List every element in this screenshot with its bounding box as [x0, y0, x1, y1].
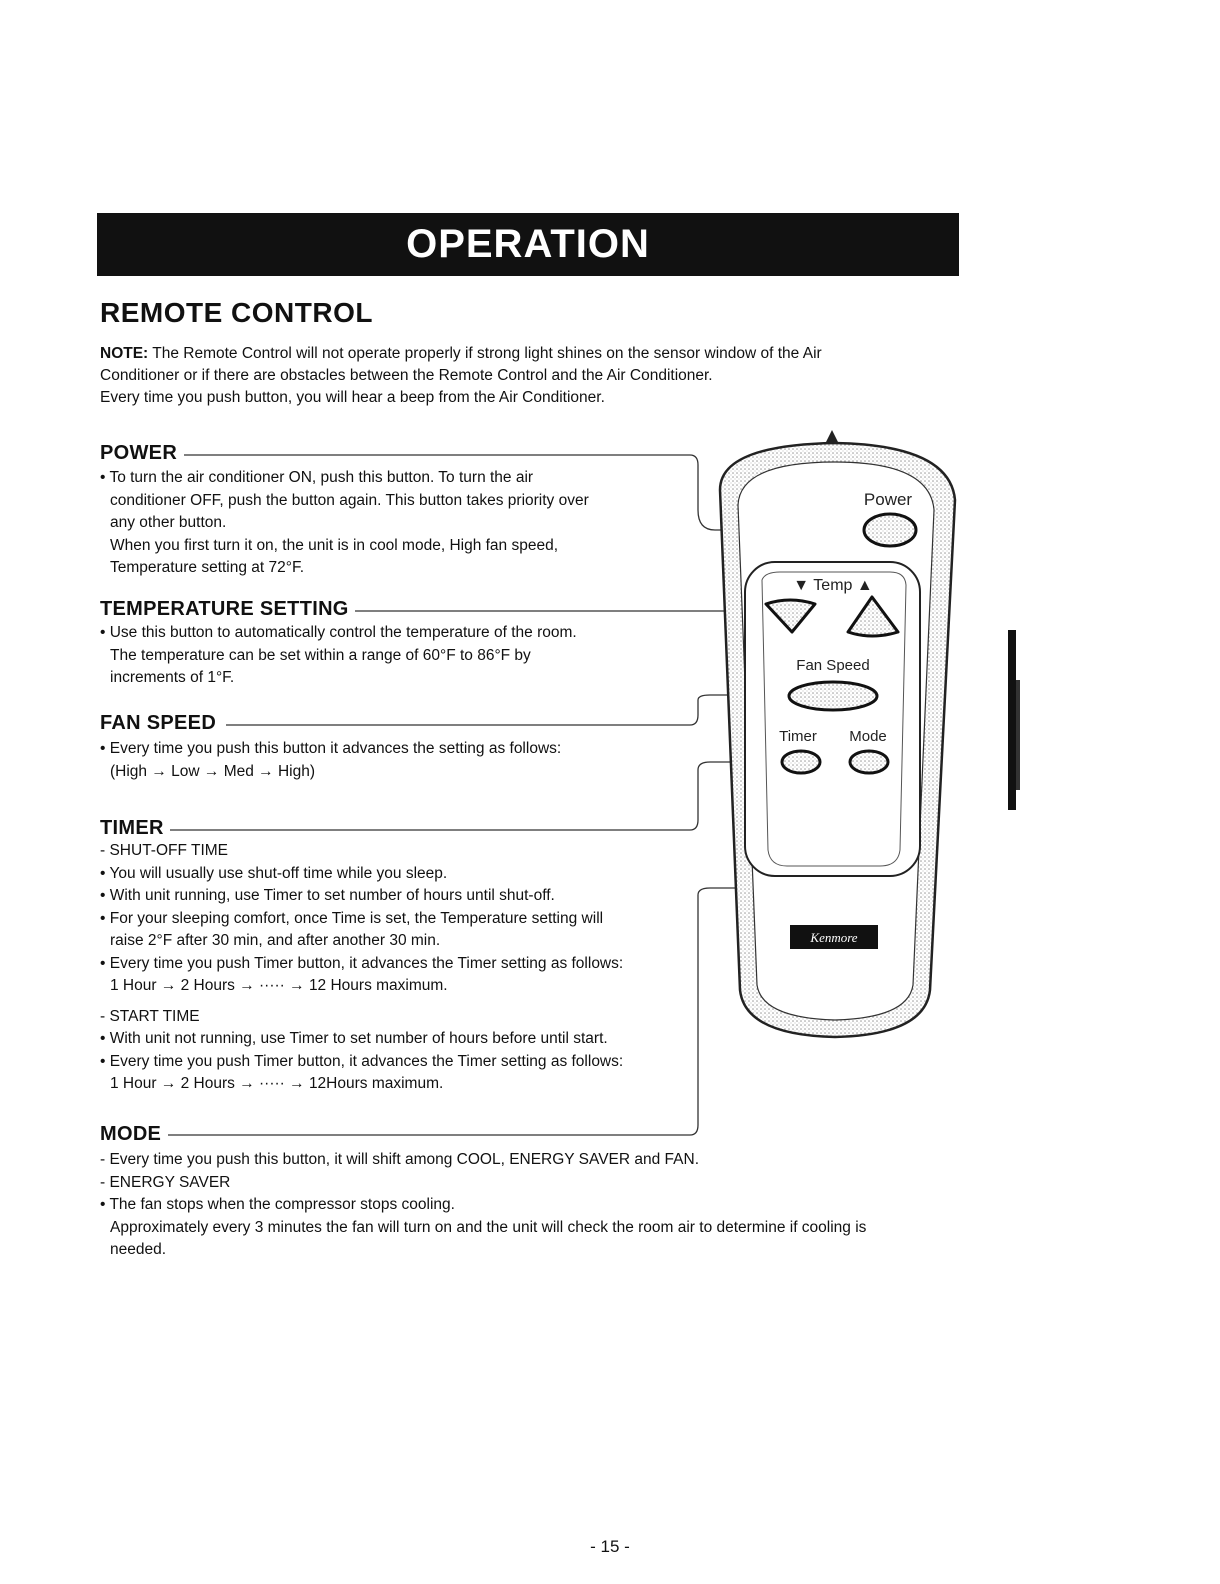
timer-leader — [170, 762, 800, 830]
fan-speed-button[interactable] — [789, 682, 877, 710]
shutoff-line: • Every time you push Timer button, it advances the Timer setting as follows: — [100, 954, 624, 972]
page-banner: OPERATION — [97, 213, 959, 276]
section-title: REMOTE CONTROL — [100, 297, 373, 328]
power-line: Temperature setting at 72°F. — [110, 559, 305, 576]
power-heading: POWER — [100, 442, 178, 464]
start-line: • With unit not running, use Timer to set number of hours before until start. — [100, 1030, 608, 1047]
temperature-line: The temperature can be set within a range of 60°F to 86°F by — [110, 646, 531, 664]
timer-button[interactable] — [782, 751, 820, 773]
mode-heading: MODE — [100, 1123, 162, 1145]
mode-line: needed. — [110, 1241, 167, 1258]
start-line: • Every time you push Timer button, it advances the Timer setting as follows: — [100, 1052, 624, 1070]
shutoff-line: • You will usually use shut-off time while you sleep. — [100, 864, 448, 882]
power-line: any other button. — [110, 514, 227, 531]
start-title: - START TIME — [100, 1007, 200, 1025]
mode-button[interactable] — [850, 751, 888, 773]
power-line: • To turn the air conditioner ON, push this button. To turn the air — [100, 469, 534, 486]
mode-line: - ENERGY SAVER — [100, 1173, 231, 1191]
power-button[interactable] — [864, 514, 916, 546]
fan-speed-heading: FAN SPEED — [100, 712, 217, 734]
page-number: - 15 - — [590, 1537, 630, 1556]
temperature-line: increments of 1°F. — [110, 669, 235, 686]
remote-power-label: Power — [863, 490, 913, 509]
start-line: 1 Hour → 2 Hours → ····· → 12Hours maximum. — [110, 1075, 444, 1092]
remote-timer-label: Timer — [779, 728, 817, 745]
fan-speed-line: • Every time you push this button it advances the setting as follows: — [100, 740, 562, 757]
shutoff-line: • For your sleeping comfort, once Time is set, the Temperature setting will — [100, 909, 604, 927]
mode-line: - Every time you push this button, it will shift among COOL, ENERGY SAVER and FAN. — [100, 1151, 699, 1168]
mode-line: • The fan stops when the compressor stops cooling. — [100, 1196, 455, 1213]
note-label: NOTE: — [100, 345, 149, 362]
power-line: conditioner OFF, push the button again. This button takes priority over — [110, 491, 589, 509]
shutoff-title: - SHUT-OFF TIME — [100, 842, 229, 859]
shutoff-line: • With unit running, use Timer to set number of hours until shut-off. — [100, 887, 555, 904]
margin-tab — [1008, 630, 1016, 810]
shutoff-line: raise 2°F after 30 min, and after another 30 min. — [110, 932, 441, 949]
timer-heading: TIMER — [100, 817, 164, 839]
temperature-line: • Use this button to automatically control the temperature of the room. — [100, 624, 577, 641]
remote-mode-label: Mode — [849, 728, 887, 745]
remote-temp-label: ▼ Temp ▲ — [793, 577, 873, 594]
note-text-1: The Remote Control will not operate properly if strong light shines on the sensor window of the Air — [152, 345, 822, 362]
power-line: When you first turn it on, the unit is in cool mode, High fan speed, — [110, 536, 559, 554]
shutoff-line: 1 Hour → 2 Hours → ····· → 12 Hours maximum. — [110, 977, 448, 994]
note-text-3: Every time you push button, you will hear a beep from the Air Conditioner. — [100, 389, 605, 406]
brand-logo-text: Kenmore — [810, 930, 858, 945]
remote-fan-speed-label: Fan Speed — [796, 657, 870, 674]
temperature-heading: TEMPERATURE SETTING — [100, 598, 349, 620]
note-text-2: Conditioner or if there are obstacles between the Remote Control and the Air Conditioner. — [100, 367, 713, 384]
mode-line: Approximately every 3 minutes the fan will turn on and the unit will check the room air to determine if cooling is — [110, 1218, 867, 1236]
margin-tab-edge — [1016, 680, 1020, 790]
fan-speed-line: (High → Low → Med → High) — [110, 762, 316, 780]
